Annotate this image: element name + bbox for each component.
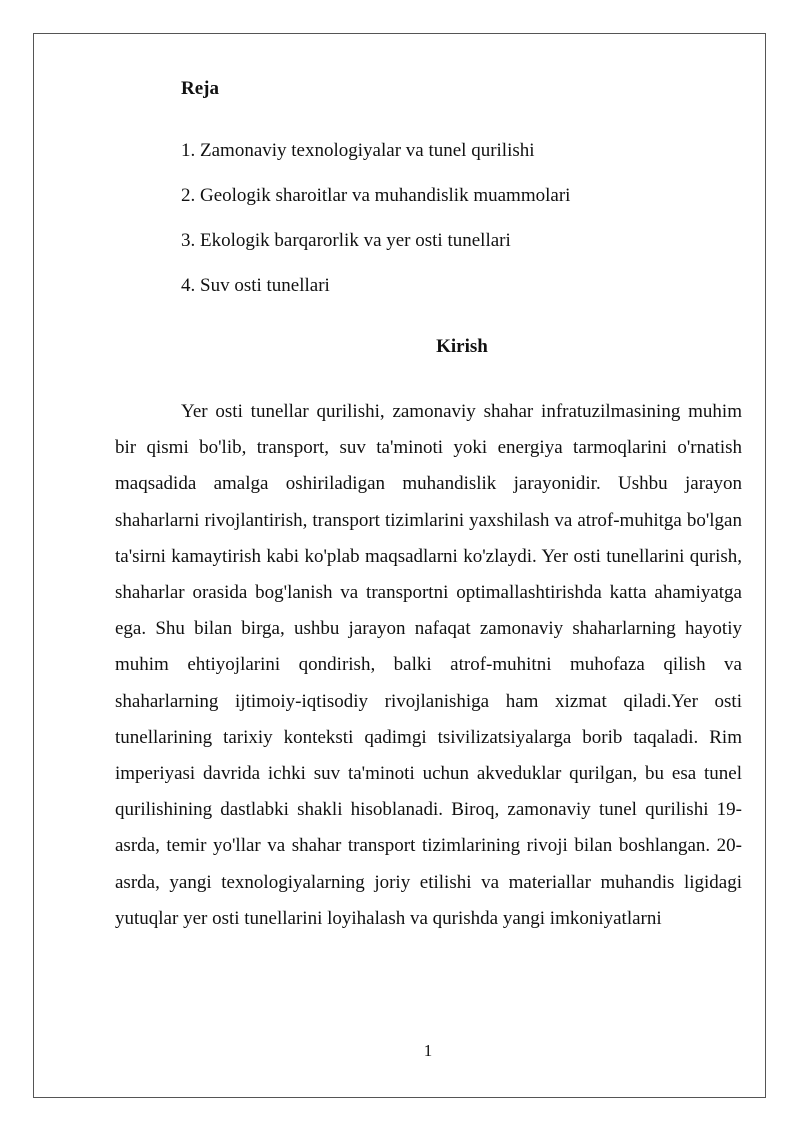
- plan-item-1: 1. Zamonaviy texnologiyalar va tunel qurilishi: [181, 140, 535, 161]
- plan-heading: Reja: [181, 78, 219, 99]
- plan-item-2: 2. Geologik sharoitlar va muhandislik muammolari: [181, 185, 571, 206]
- intro-paragraph: Yer osti tunellar qurilishi, zamonaviy shahar infratuzilmasining muhim bir qismi bo'lib, transport, suv ta'minoti yoki energiya tarmoqlarini o'rnatish maqsadida amalga oshiriladigan muhandislik jarayonidir. Ushbu jarayon shaharlarni rivojlantirish, transport tizimlarini yaxshilash va atrof-muhitga bo'lgan ta'sirni kamaytirish kabi ko'plab maqsadlarni ko'zlaydi. Yer osti tunellarini qurish, shaharlar orasida bog'lanish va transportni optimallashtirishda katta ahamiyatga ega. Shu bilan birga, ushbu jarayon nafaqat zamonaviy shaharlarning hayotiy muhim ehtiyojlarini qondirish, balki atrof-muhitni muhofaza qilish va shaharlarning ijtimoiy-iqtisodiy rivojlanishiga ham xizmat qiladi.Yer osti tunellarining tarixiy konteksti qadimgi tsivilizatsiyalarga borib taqaladi. Rim imperiyasi davrida ichki suv ta'minoti uchun akveduklar qurilgan, bu esa tunel qurilishining dastlabki shakli hisoblanadi. Biroq, zamonaviy tunel qurilishi 19-asrda, temir yo'llar va shahar transport tizimlarining rivoji bilan boshlangan. 20-asrda, yangi texnologiyalarning joriy etilishi va materiallar muhandis ligidagi yutuqlar yer osti tunellarini loyihalash va qurishda yangi imkoniyatlarni: [115, 401, 742, 929]
- plan-item-3: 3. Ekologik barqarorlik va yer osti tunellari: [181, 230, 511, 251]
- page-number: 1: [423, 1041, 433, 1060]
- plan-item-4: 4. Suv osti tunellari: [181, 275, 330, 296]
- plan-list: [181, 138, 570, 318]
- section-heading-kirish: Kirish: [436, 336, 488, 357]
